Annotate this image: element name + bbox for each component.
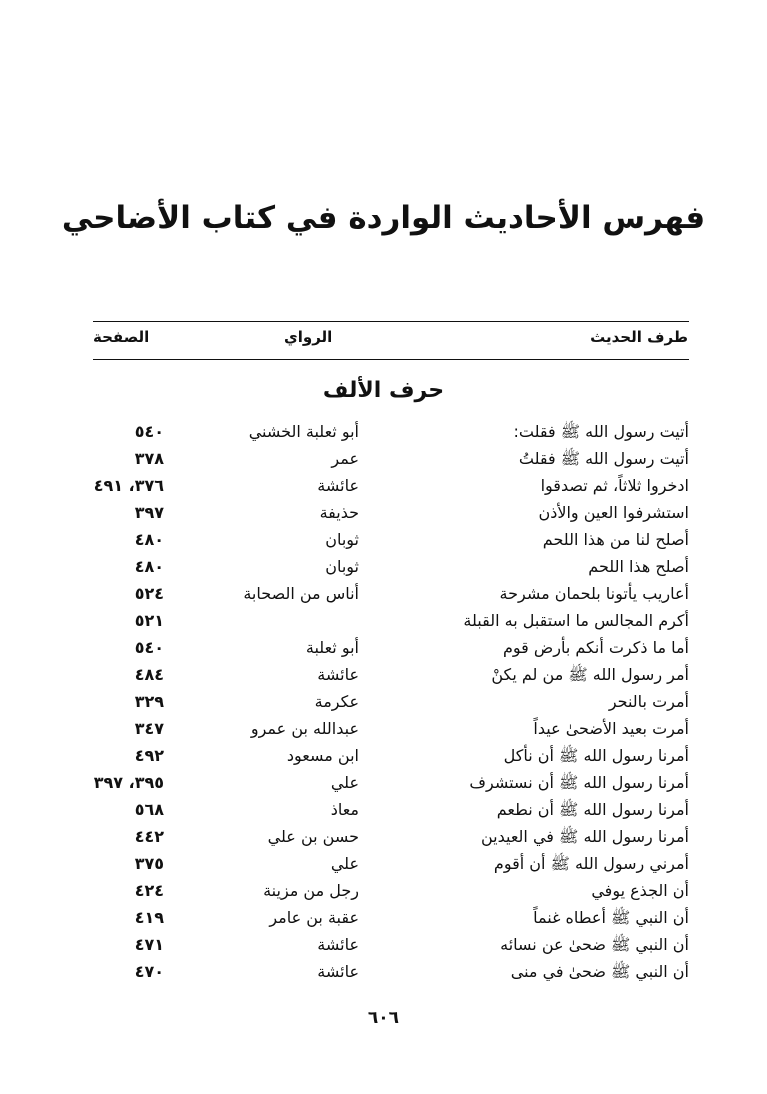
page-reference: ٤٧١: [134, 935, 164, 954]
table-row: [0, 823, 767, 850]
narrator-name: علي: [330, 854, 359, 873]
page-reference: ٣٧٨: [134, 449, 164, 468]
hadith-text: أصلح لنا من هذا اللحم: [542, 530, 689, 549]
page-reference: ٣٢٩: [134, 692, 164, 711]
page-reference: ٥٤٠: [134, 422, 164, 441]
narrator-name: حذيفة: [319, 503, 359, 522]
column-header-hadith: طرف الحديث: [590, 328, 688, 346]
hadith-text: استشرفوا العين والأذن: [538, 503, 689, 522]
table-row: [0, 553, 767, 580]
narrator-name: علي: [330, 773, 359, 792]
index-table: [0, 418, 767, 985]
table-row: [0, 418, 767, 445]
hadith-text: أن النبي ﷺ ضحىٰ في منى: [510, 962, 689, 981]
table-row: [0, 958, 767, 985]
page-reference: ٤٢٤: [134, 881, 164, 900]
narrator-name: ثوبان: [325, 557, 359, 576]
hadith-text: أصلح هذا اللحم: [588, 557, 689, 576]
page-number: ٦٠٦: [367, 1008, 400, 1028]
table-row: [0, 850, 767, 877]
narrator-name: عائشة: [317, 935, 359, 954]
narrator-name: عائشة: [317, 476, 359, 495]
table-row: [0, 715, 767, 742]
narrator-name: أناس من الصحابة: [243, 584, 359, 603]
hadith-text: أمرنا رسول الله ﷺ في العيدين: [480, 827, 689, 846]
hadith-text: أتيت رسول الله ﷺ فقلت:: [513, 422, 689, 441]
hadith-text: أمرنا رسول الله ﷺ أن نأكل: [503, 746, 689, 765]
table-row: [0, 472, 767, 499]
header-top-rule: [93, 321, 689, 322]
narrator-name: ابن مسعود: [286, 746, 359, 765]
hadith-text: أمر رسول الله ﷺ من لم يكنْ: [491, 665, 689, 684]
hadith-text: أتيت رسول الله ﷺ فقلتُ: [518, 449, 689, 468]
page-reference: ٣٧٥: [134, 854, 164, 873]
table-row: [0, 445, 767, 472]
page-reference: ٣٧٦، ٤٩١: [93, 476, 164, 495]
table-row: [0, 796, 767, 823]
column-header-page: الصفحة: [93, 328, 150, 346]
page-reference: ٤٨٠: [134, 530, 164, 549]
page-reference: ٤٨٠: [134, 557, 164, 576]
hadith-text: أما ما ذكرت أنكم بأرض قوم: [503, 638, 689, 657]
table-row: [0, 580, 767, 607]
table-row: [0, 904, 767, 931]
page-reference: ٤٨٤: [134, 665, 164, 684]
narrator-name: ثوبان: [325, 530, 359, 549]
narrator-name: عمر: [331, 449, 359, 468]
narrator-name: رجل من مزينة: [263, 881, 359, 900]
table-row: [0, 634, 767, 661]
column-header-narrator: الرواي: [284, 328, 333, 346]
page-reference: ٤٩٢: [134, 746, 164, 765]
page-reference: ٥٤٠: [134, 638, 164, 657]
narrator-name: عكرمة: [314, 692, 359, 711]
table-row: [0, 877, 767, 904]
table-row: [0, 742, 767, 769]
narrator-name: معاذ: [330, 800, 359, 819]
narrator-name: عائشة: [317, 962, 359, 981]
page-reference: ٥٢١: [134, 611, 164, 630]
hadith-text: ادخروا ثلاثاً، ثم تصدقوا: [540, 476, 689, 495]
narrator-name: أبو ثعلبة الخشني: [248, 422, 359, 441]
narrator-name: عائشة: [317, 665, 359, 684]
table-row: [0, 688, 767, 715]
page-reference: ٣٤٧: [134, 719, 164, 738]
narrator-name: عقبة بن عامر: [269, 908, 359, 927]
hadith-text: أن النبي ﷺ ضحىٰ عن نسائه: [500, 935, 689, 954]
page-reference: ٤١٩: [134, 908, 164, 927]
table-row: [0, 769, 767, 796]
table-row: [0, 526, 767, 553]
page-title: فهرس الأحاديث الواردة في كتاب الأضاحي: [61, 200, 706, 236]
page-reference: ٤٧٠: [134, 962, 164, 981]
table-row: [0, 661, 767, 688]
hadith-text: أمرنا رسول الله ﷺ أن نطعم: [496, 800, 689, 819]
page-reference: ٣٩٧: [134, 503, 164, 522]
narrator-name: عبدالله بن عمرو: [250, 719, 359, 738]
section-heading: حرف الألف: [322, 378, 445, 403]
hadith-text: أمرنا رسول الله ﷺ أن نستشرف: [469, 773, 689, 792]
table-row: [0, 931, 767, 958]
page-reference: ٤٤٢: [134, 827, 164, 846]
hadith-text: أكرم المجالس ما استقبل به القبلة: [463, 611, 689, 630]
page-reference: ٣٩٥، ٣٩٧: [93, 773, 164, 792]
narrator-name: حسن بن علي: [267, 827, 359, 846]
table-row: [0, 607, 767, 634]
header-bottom-rule: [93, 359, 689, 360]
page-reference: ٥٢٤: [134, 584, 164, 603]
hadith-text: أمرت بعيد الأضحىٰ عيداً: [533, 719, 689, 738]
narrator-name: أبو ثعلبة: [305, 638, 359, 657]
hadith-text: أن الجذع يوفي: [591, 881, 689, 900]
hadith-text: أمرني رسول الله ﷺ أن أقوم: [493, 854, 689, 873]
hadith-text: أمرت بالنحر: [608, 692, 689, 711]
table-row: [0, 499, 767, 526]
hadith-text: أن النبي ﷺ أعطاه غنماً: [533, 908, 689, 927]
hadith-text: أعاريب يأتونا بلحمان مشرحة: [499, 584, 689, 603]
page-reference: ٥٦٨: [134, 800, 164, 819]
